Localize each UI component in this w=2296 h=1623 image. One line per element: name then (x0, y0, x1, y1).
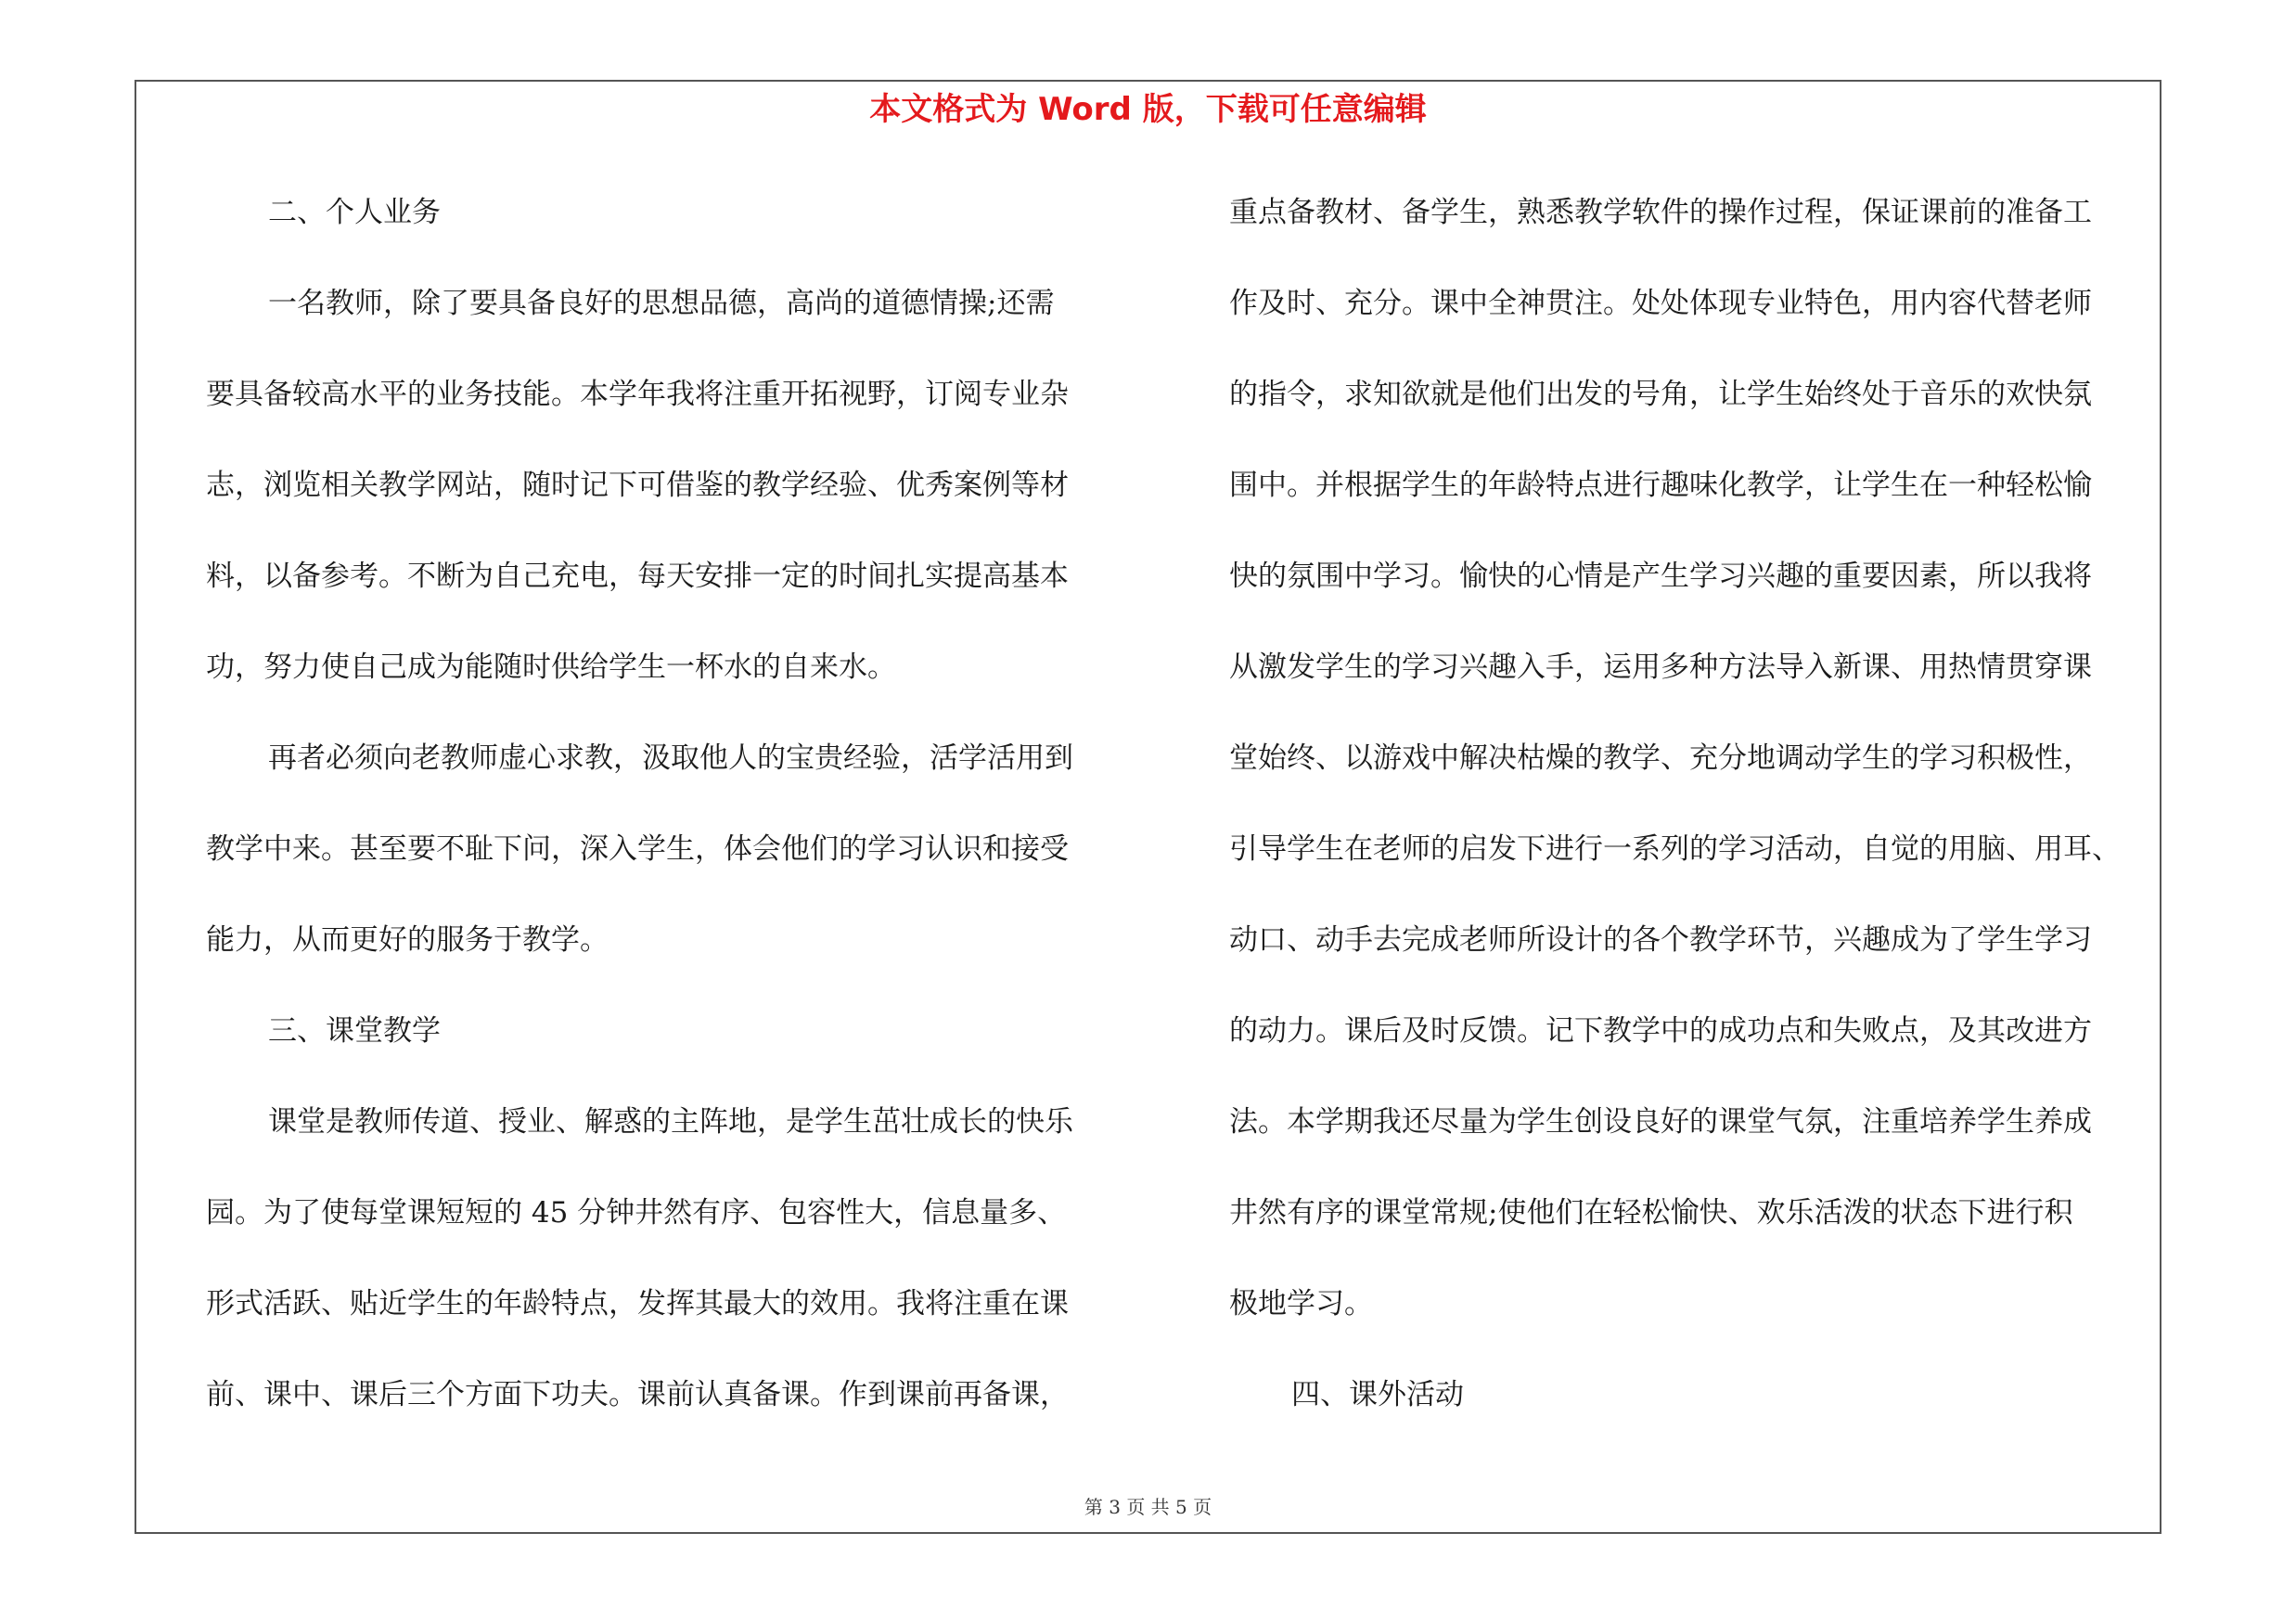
paragraph-line: 极地学习。 (1229, 1287, 1373, 1320)
section-heading-extracurricular: 四、课外活动 (1291, 1378, 1464, 1411)
page-number: 第 3 页 共 5 页 (1084, 1496, 1212, 1518)
paragraph-line: 堂始终、以游戏中解决枯燥的教学、充分地调动学生的学习积极性， (1229, 741, 2092, 775)
paragraph-line: 课堂是教师传道、授业、解惑的主阵地，是学生茁壮成长的快乐 (268, 1105, 1073, 1139)
paragraph-line: 围中。并根据学生的年龄特点进行趣味化教学，让学生在一种轻松愉 (1229, 469, 2092, 502)
section-heading-classroom-teaching: 三、课堂教学 (268, 1014, 441, 1048)
paragraph-line: 快的氛围中学习。愉快的心情是产生学习兴趣的重要因素，所以我将 (1229, 560, 2092, 593)
paragraph-line: 形式活跃、贴近学生的年龄特点，发挥其最大的效用。我将注重在课 (206, 1287, 1069, 1320)
section-heading-personal-work: 二、个人业务 (268, 196, 441, 229)
paragraph-line: 要具备较高水平的业务技能。本学年我将注重开拓视野，订阅专业杂 (206, 378, 1069, 411)
paragraph-line: 一名教师，除了要具备良好的思想品德，高尚的道德情操;还需 (268, 287, 1055, 320)
right-column (1229, 167, 2148, 1440)
paragraph-line: 法。本学期我还尽量为学生创设良好的课堂气氛，注重培养学生养成 (1229, 1105, 2092, 1139)
paragraph-line: 园。为了使每堂课短短的 45 分钟井然有序、包容性大，信息量多、 (206, 1196, 1067, 1230)
paragraph-line: 功，努力使自己成为能随时供给学生一杯水的自来水。 (206, 650, 896, 684)
left-column (206, 167, 1124, 1440)
paragraph-line: 的指令，求知欲就是他们出发的号角，让学生始终处于音乐的欢快氛 (1229, 378, 2092, 411)
paragraph-line: 从激发学生的学习兴趣入手，运用多种方法导入新课、用热情贯穿课 (1229, 650, 2092, 684)
paragraph-line: 料，以备参考。不断为自己充电，每天安排一定的时间扎实提高基本 (206, 560, 1069, 593)
paragraph-line: 能力，从而更好的服务于教学。 (206, 923, 609, 957)
paragraph-line: 前、课中、课后三个方面下功夫。课前认真备课。作到课前再备课， (206, 1378, 1069, 1411)
paragraph-line: 引导学生在老师的启发下进行一系列的学习活动，自觉的用脑、用耳、 (1229, 832, 2121, 866)
paragraph-line: 教学中来。甚至要不耻下问，深入学生，体会他们的学习认识和接受 (206, 832, 1069, 866)
paragraph-line: 重点备教材、备学生，熟悉教学软件的操作过程，保证课前的准备工 (1229, 196, 2092, 229)
paragraph-line: 作及时、充分。课中全神贯注。处处体现专业特色，用内容代替老师 (1229, 287, 2092, 320)
paragraph-line: 志，浏览相关教学网站，随时记下可借鉴的教学经验、优秀案例等材 (206, 469, 1069, 502)
paragraph-line: 再者必须向老教师虚心求教，汲取他人的宝贵经验，活学活用到 (268, 741, 1073, 775)
paragraph-line: 的动力。课后及时反馈。记下教学中的成功点和失败点，及其改进方 (1229, 1014, 2092, 1048)
paragraph-line: 井然有序的课堂常规;使他们在轻松愉快、欢乐活泼的状态下进行积 (1229, 1196, 2073, 1230)
paragraph-line: 动口、动手去完成老师所设计的各个教学环节，兴趣成为了学生学习 (1229, 923, 2092, 957)
format-banner: 本文格式为 Word 版，下载可任意编辑 (869, 91, 1427, 128)
